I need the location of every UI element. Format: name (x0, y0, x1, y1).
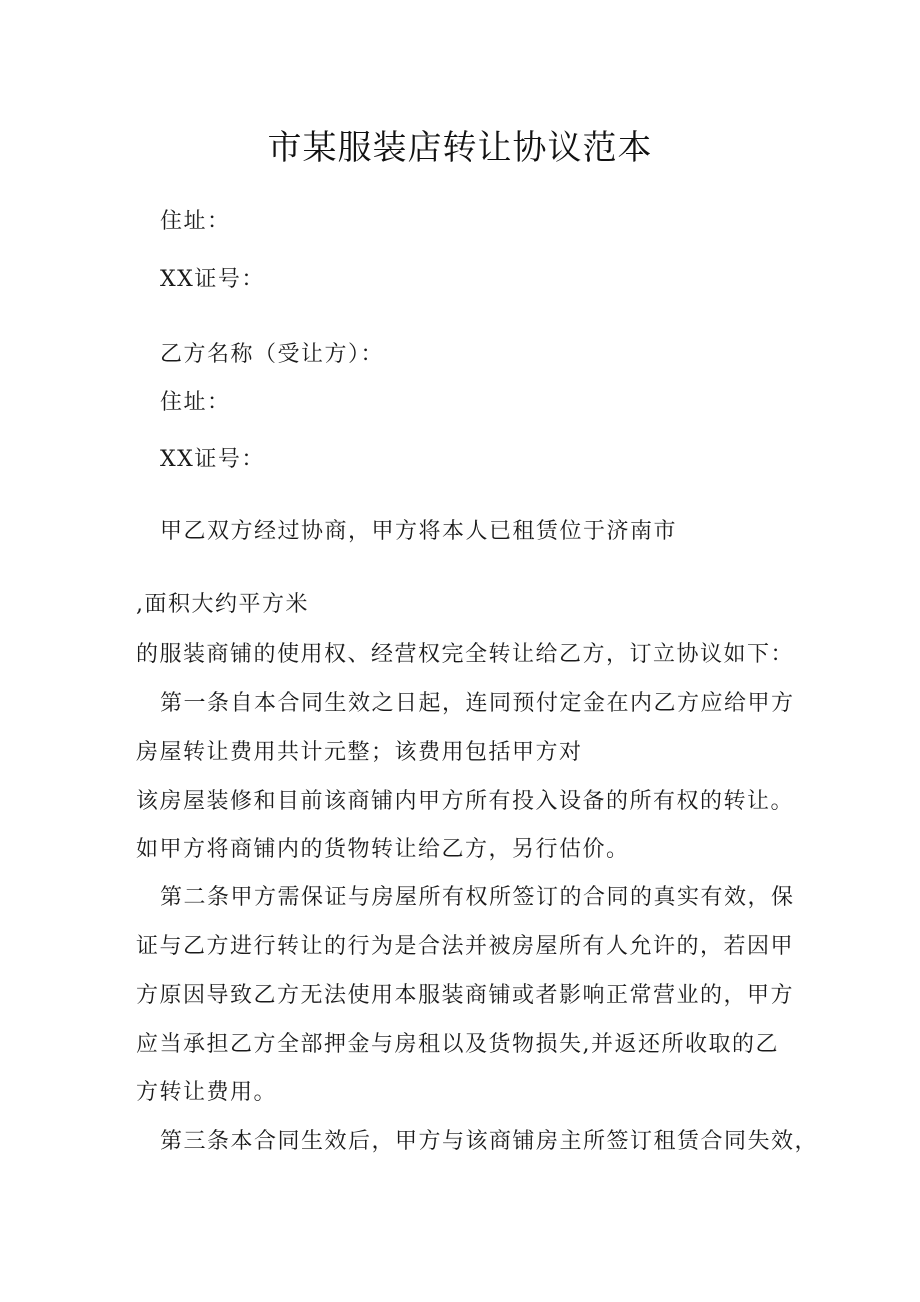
body-line: 如甲方将商铺内的货物转让给乙方，另行估价。 (136, 837, 630, 862)
body-line: 方原因导致乙方无法使用本服装商铺或者影响正常营业的，甲方 (136, 983, 795, 1008)
body-line: 证与乙方进行转让的行为是合法并被房屋所有人允许的，若因甲 (136, 934, 795, 959)
body-line: 第三条本合同生效后，甲方与该商铺房主所签订租赁合同失效， (160, 1129, 819, 1154)
party-b-id-label: XX证号： (160, 447, 265, 472)
body-line: 应当承担乙方全部押金与房租以及货物损失,并返还所收取的乙 (136, 1032, 779, 1057)
body-line: 第二条甲方需保证与房屋所有权所签订的合同的真实有效，保 (160, 885, 795, 910)
body-line: 该房屋装修和目前该商铺内甲方所有投入设备的所有权的转让。 (136, 789, 795, 814)
party-b-name-label: 乙方名称（受让方）： (160, 342, 385, 367)
party-a-address-label: 住址： (160, 209, 231, 234)
document-title: 市某服装店转让协议范本 (267, 128, 653, 168)
party-b-address-label: 住址： (160, 390, 231, 415)
body-line: 甲乙双方经过协商，甲方将本人已租赁位于济南市 (160, 519, 678, 544)
body-line: 第一条自本合同生效之日起，连同预付定金在内乙方应给甲方 (160, 691, 795, 716)
body-line: 房屋转让费用共计元整；该费用包括甲方对 (136, 740, 583, 765)
party-a-id-label: XX证号： (160, 267, 265, 292)
body-line: 的服装商铺的使用权、经营权完全转让给乙方，订立协议如下： (136, 642, 795, 667)
body-line: ,面积大约平方米 (136, 592, 309, 617)
body-line: 方转让费用。 (136, 1080, 278, 1105)
